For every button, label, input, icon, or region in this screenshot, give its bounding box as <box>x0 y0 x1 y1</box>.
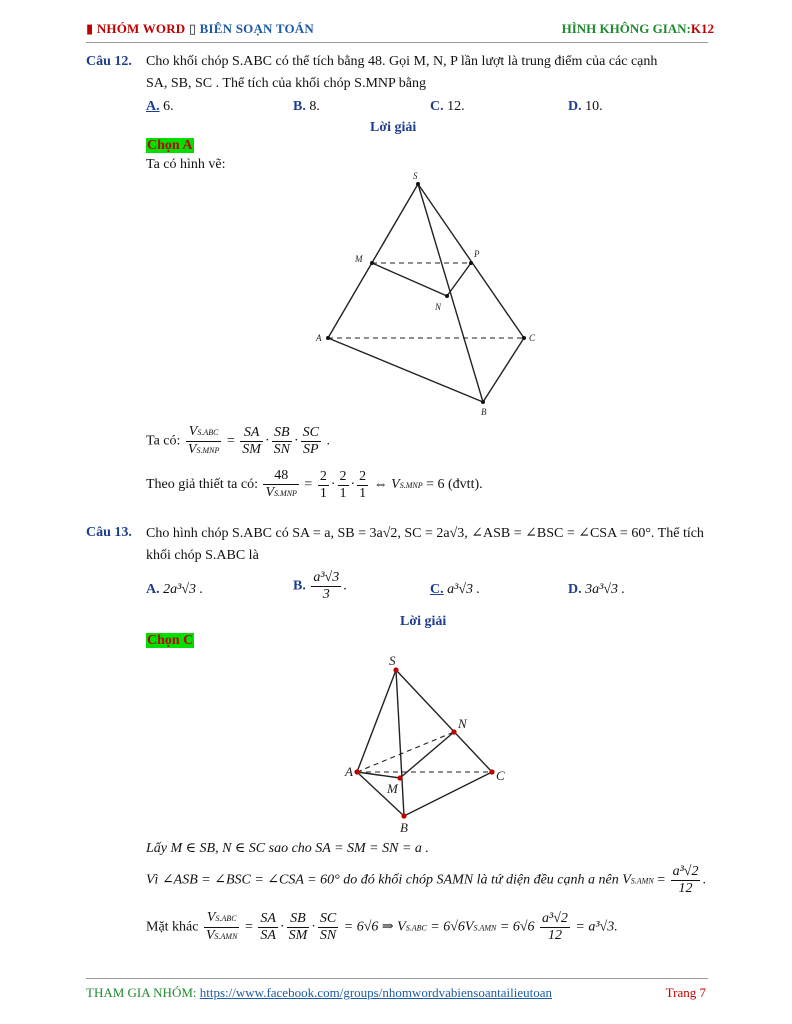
edge-sc <box>396 670 492 772</box>
q13-option-c <box>430 582 480 598</box>
q13-step3-tail3: = 6√6 <box>499 919 535 935</box>
header-grade: K12 <box>690 21 714 36</box>
q13-label: Câu 13. <box>86 525 132 540</box>
frac-sb-sn: $\frac{SB}{SN}$ <box>273 425 290 457</box>
label-p: P <box>474 249 480 259</box>
q12-formula1-prefix: Ta có: <box>146 433 181 449</box>
label-a: A <box>316 333 322 343</box>
label-s: S <box>389 653 396 668</box>
q13-step3-den: 12 <box>547 928 562 943</box>
frac-vabc-vmnp: $\frac{\text{VS.ABC}}{\text{VS.MNP}}$ <box>187 424 220 457</box>
frac-2-1-a: $\frac{2}{1}$ <box>319 468 327 501</box>
q13-step1: Lấy M ∈ SB, N ∈ SC sao cho SA = SM = SN = a . <box>146 841 429 856</box>
header-subtitle: BIÊN SOẠN TOÁN <box>199 21 314 36</box>
label-s: S <box>413 171 418 181</box>
q13-step2-den: 12 <box>678 881 693 896</box>
header-left <box>86 21 314 37</box>
q12-pyramid-figure <box>300 168 560 418</box>
label-a: A <box>345 764 353 779</box>
q13-option-b: B. $\frac{\text{a³√3}}{3}$ . <box>293 570 347 602</box>
q13-step3-sub2: S.AMN <box>473 923 497 933</box>
q12-formula2: Theo giả thiết ta có: $\frac{48}{\text{VS.MNP}}$ = $\frac{2}{1}$ · $\frac{2}{1}$ · $\frac{2}{1}$ ⇔ VS.MNP = 6 (đvtt). <box>146 468 483 501</box>
q13-step3-tail2: = 6√6V <box>430 919 474 935</box>
q12-formula2-prefix: Theo giả thiết ta có: <box>146 477 258 493</box>
q13-step3-num: a³√2 <box>542 911 568 926</box>
q12-line2: SA, SB, SC . Thể tích của khối chóp S.MNP bằng <box>146 76 427 91</box>
q13-line2: khối chóp S.ABC là <box>146 548 259 563</box>
q12-option-c-text: 12. <box>447 99 465 114</box>
q13-option-d-label: D. <box>568 582 582 597</box>
footer-join-label: THAM GIA NHÓM: <box>86 985 197 1000</box>
q13-step3: Mặt khác $\frac{\text{VS.ABC}}{\text{VS.AMN}}$ = $\frac{SA}{SA}$ · $\frac{SB}{SM}$ · $\frac{SC}{SN}$ = 6√6 ⇒ VS.ABC = 6√6VS.AMN = 6√6 $\frac{\text{a³√2}}{12}$ = a³√3. <box>146 910 618 943</box>
q12-option-c <box>430 99 465 115</box>
q13-option-c-text: a³√3 . <box>447 582 481 597</box>
q12-label: Câu 12. <box>86 54 132 69</box>
header-right <box>562 21 714 37</box>
q13-step3-frac <box>540 911 570 944</box>
q13-step3-sub1: S.ABC <box>405 923 427 933</box>
q12-option-c-label: C. <box>430 99 444 114</box>
edge-bc <box>483 338 524 402</box>
q13-step2-sub: S.AMN <box>630 876 654 886</box>
q12-option-b-text: 8. <box>309 99 320 114</box>
separator-icon: ▯ <box>188 21 197 36</box>
q13-step3-prefix: Mặt khác <box>146 919 199 935</box>
label-c: C <box>529 333 536 343</box>
frac-sa-sa: $\frac{SA}{SA}$ <box>260 911 276 943</box>
q13-option-b-frac <box>311 570 341 603</box>
q12-chosen <box>146 138 194 154</box>
frac-48-vmnp: $\frac{48}{\text{VS.MNP}}$ <box>265 468 297 500</box>
frac-vabc-vamn: $\frac{\text{VS.ABC}}{\text{VS.AMN}}$ <box>205 910 238 943</box>
frac-sb-sm: $\frac{SB}{SM}$ <box>288 911 308 943</box>
label-n: N <box>458 716 467 731</box>
q12-option-d <box>568 99 603 115</box>
q13-line1: Cho hình chóp S.ABC có SA = a, SB = 3a√2, SC = 2a√3, ∠ASB = ∠BSC = ∠CSA = 60°. Thể tích <box>146 526 704 541</box>
q13-step3-end: = a³√3. <box>575 919 618 935</box>
footer-group-link[interactable]: https://www.facebook.com/groups/nhomwordvabiensoantailieutoan <box>199 985 553 1000</box>
q13-pyramid-figure <box>330 648 530 838</box>
frac-2-1-c: $\frac{2}{1}$ <box>359 468 367 501</box>
header-divider <box>86 42 708 43</box>
label-n: N <box>435 302 442 312</box>
q13-option-d <box>568 582 625 598</box>
q12-option-d-text: 10. <box>585 99 603 114</box>
q13-step2-text: Vì ∠ASB = ∠BSC = ∠CSA = 60° do đó khối chóp SAMN là tứ diện đều cạnh a nên V <box>146 872 631 888</box>
q12-intro: Ta có hình vẽ: <box>146 157 226 172</box>
edge-bc <box>404 772 492 816</box>
q13-option-a-text: 2a³√3 . <box>163 582 204 597</box>
q12-option-d-label: D. <box>568 99 582 114</box>
q13-option-b-label: B. <box>293 578 306 594</box>
label-b: B <box>400 820 408 835</box>
footer-divider <box>86 978 708 979</box>
q13-option-c-label: C. <box>430 582 444 597</box>
frac-sa-sm: $\frac{SA}{SM}$ <box>242 425 261 457</box>
q13-step2-eq: = <box>657 872 666 888</box>
q12-formula2-sub: S.MNP <box>399 481 423 491</box>
book-icon: ▮ <box>86 21 94 36</box>
q12-option-a <box>146 99 174 115</box>
header-group-name: NHÓM WORD <box>96 21 186 36</box>
edge-mn <box>400 732 454 778</box>
footer-left <box>86 985 552 1001</box>
q12-option-a-text: 6. <box>163 99 174 114</box>
label-c: C <box>496 768 505 783</box>
q13-option-b-den: 3 <box>322 587 330 602</box>
q12-line1: Cho khối chóp S.ABC có thể tích bằng 48. Gọi M, N, P lần lượt là trung điểm của các cạnh <box>146 54 658 69</box>
edge-np <box>447 263 471 296</box>
q13-step2-frac <box>671 864 701 897</box>
q12-solution-title: Lời giải <box>370 120 417 135</box>
label-b: B <box>481 407 487 417</box>
q13-step3-tail1: = 6√6 ⇒ V <box>343 919 406 935</box>
edge-sa <box>328 184 418 338</box>
q13-option-a <box>146 582 203 598</box>
q12-formula1: Ta có: $\frac{\text{VS.ABC}}{\text{VS.MNP}}$ = $\frac{SA}{SM}$ · $\frac{SB}{SN}$ · $\frac{SC}{SP}$ . <box>146 424 330 457</box>
edge-ab <box>328 338 483 402</box>
label-m: M <box>355 254 363 264</box>
q12-option-b <box>293 99 320 115</box>
q12-chosen-label: Chọn A <box>147 138 193 153</box>
q13-option-a-label: A. <box>146 582 160 597</box>
page-number: Trang 7 <box>665 985 706 1000</box>
q13-step2-num: a³√2 <box>672 864 699 879</box>
q12-formula2-tail: = 6 (đvtt). <box>426 477 483 493</box>
q13-chosen <box>146 633 194 649</box>
frac-2-1-b: $\frac{2}{1}$ <box>339 468 347 501</box>
frac-sc-sn: $\frac{SC}{SN}$ <box>319 911 337 943</box>
edge-mn <box>372 263 447 296</box>
header-topic: HÌNH KHÔNG GIAN: <box>561 21 691 36</box>
edge-sb <box>418 184 483 402</box>
q13-chosen-label: Chọn C <box>147 633 194 648</box>
q12-formula2-result: ⇔ V <box>373 477 400 493</box>
q13-solution-title: Lời giải <box>400 614 447 629</box>
q12-option-a-label: A. <box>146 99 160 114</box>
frac-sc-sp: $\frac{SC}{SP}$ <box>302 425 319 457</box>
q12-option-b-label: B. <box>293 99 306 114</box>
label-m: M <box>387 781 398 796</box>
q13-step2: Vì ∠ASB = ∠BSC = ∠CSA = 60° do đó khối chóp SAMN là tứ diện đều cạnh a nên VS.AMN = $\frac{\text{a³√2}}{12}$ . <box>146 864 706 896</box>
edge-an-hidden <box>357 732 454 772</box>
q13-option-b-num: a³√3 <box>313 570 340 585</box>
edge-sa <box>357 670 396 772</box>
q13-option-d-text: 3a³√3 . <box>585 582 626 597</box>
